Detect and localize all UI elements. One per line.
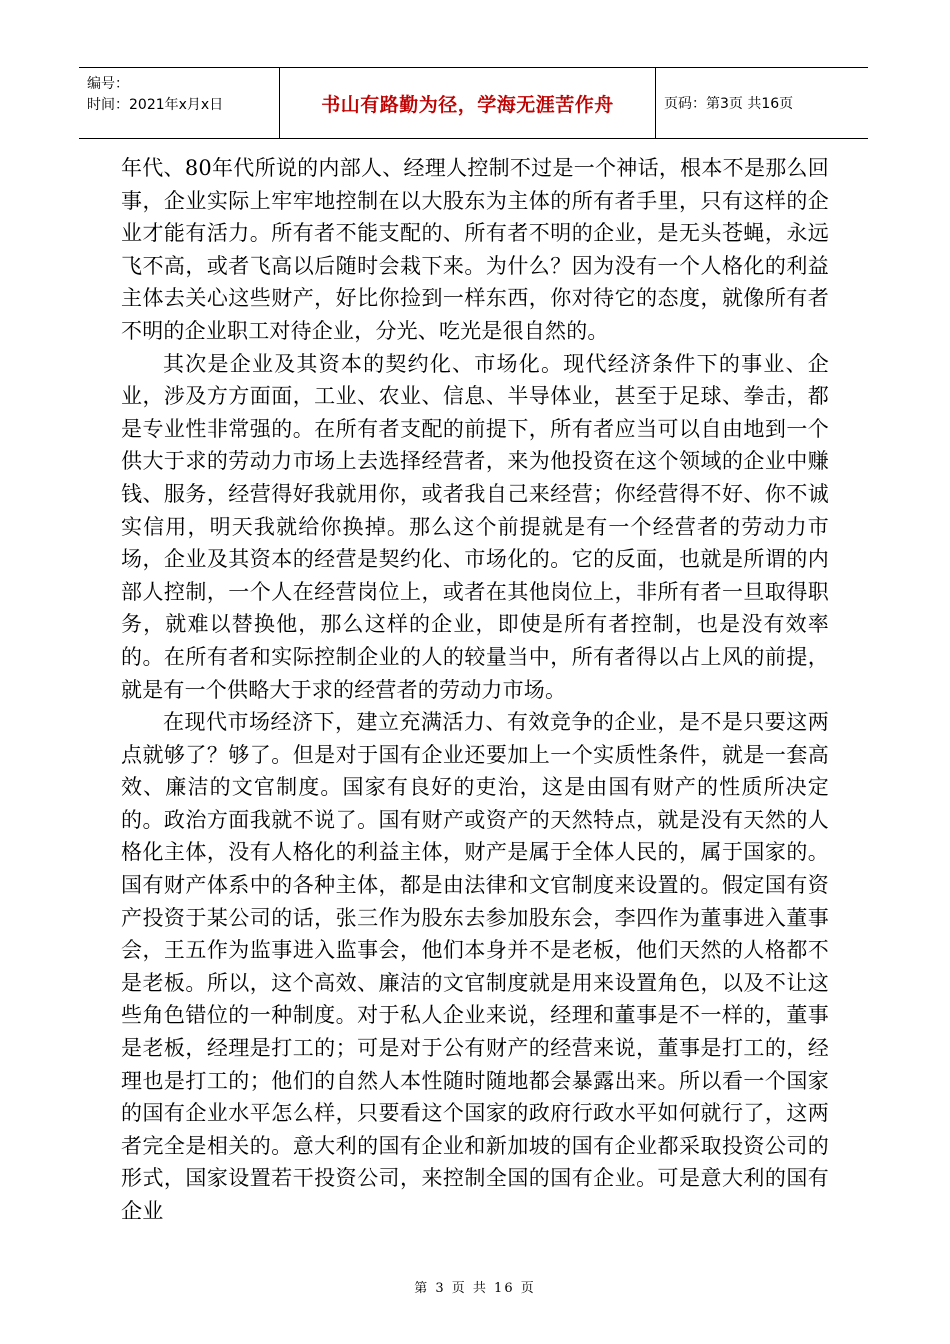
- page-footer: 第 3 页 共 16 页: [414, 1281, 536, 1296]
- body-paragraph: 年代、80年代所说的内部人、经理人控制不过是一个神话，根本不是那么回事，企业实际上牢牢地控制在以大股东为主体的所有者手里，只有这样的企业才能有活力。所有者不能支配的、所有者不明的企业，是无头苍蝇，永远飞不高，或者飞高以后随时会栽下来。为什么？因为没有一个人格化的利益主体去关心这些财产，好比你捡到一样东西，你对待它的态度，就像所有者不明的企业职工对待企业，分光、吃光是很自然的。: [121, 156, 829, 343]
- header-meta: [79, 68, 280, 138]
- document-time-label: 时间：2021年x月x日: [87, 97, 224, 113]
- header-motto-cell: [280, 68, 656, 138]
- page-header: [79, 67, 868, 139]
- document-body: [121, 152, 829, 1228]
- header-page-info: 页码：第3页 共16页: [664, 96, 794, 112]
- body-paragraph: 在现代市场经济下，建立充满活力、有效竞争的企业，是不是只要这两点就够了？够了。但是对于国有企业还要加上一个实质性条件，就是一套高效、廉洁的文官制度。国家有良好的吏治，这是由国有财产的性质所决定的。政治方面我就不说了。国有财产或资产的天然特点，就是没有天然的人格化主体，没有人格化的利益主体，财产是属于全体人民的，属于国家的。国有财产体系中的各种主体，都是由法律和文官制度来设置的。假定国有资产投资于某公司的话，张三作为股东去参加股东会，李四作为董事进入董事会，王五作为监事进入监事会，他们本身并不是老板，他们天然的人格都不是老板。所以，这个高效、廉洁的文官制度就是用来设置角色，以及不让这些角色错位的一种制度。对于私人企业来说，经理和董事是不一样的，董事是老板，经理是打工的；可是对于公有财产的经营来说，董事是打工的，经理也是打工的；他们的自然人本性随时随地都会暴露出来。所以看一个国家的国有企业水平怎么样，只要看这个国家的政府行政水平如何就行了，这两者完全是相关的。意大利的国有企业和新加坡的国有企业都采取投资公司的形式，国家设置若干投资公司，来控制全国的国有企业。可是意大利的国有企业: [121, 710, 829, 1223]
- body-paragraph: 其次是企业及其资本的契约化、市场化。现代经济条件下的事业、企业，涉及方方面面，工业、农业、信息、半导体业，甚至于足球、拳击，都是专业性非常强的。在所有者支配的前提下，所有者应当可以自由地到一个供大于求的劳动力市场上去选择经营者，来为他投资在这个领域的企业中赚钱、服务，经营得好我就用你，或者我自己来经营；你经营得不好、你不诚实信用，明天我就给你换掉。那么这个前提就是有一个经营者的劳动力市场，企业及其资本的经营是契约化、市场化的。它的反面，也就是所谓的内部人控制，一个人在经营岗位上，或者在其他岗位上，非所有者一旦取得职务，就难以替换他，那么这样的企业，即使是所有者控制，也是没有效率的。在所有者和实际控制企业的人的较量当中，所有者得以占上风的前提，就是有一个供略大于求的经营者的劳动力市场。: [121, 351, 829, 702]
- header-motto: 书山有路勤为径，学海无涯苦作舟: [321, 93, 614, 116]
- document-number-label: 编号：: [87, 76, 129, 92]
